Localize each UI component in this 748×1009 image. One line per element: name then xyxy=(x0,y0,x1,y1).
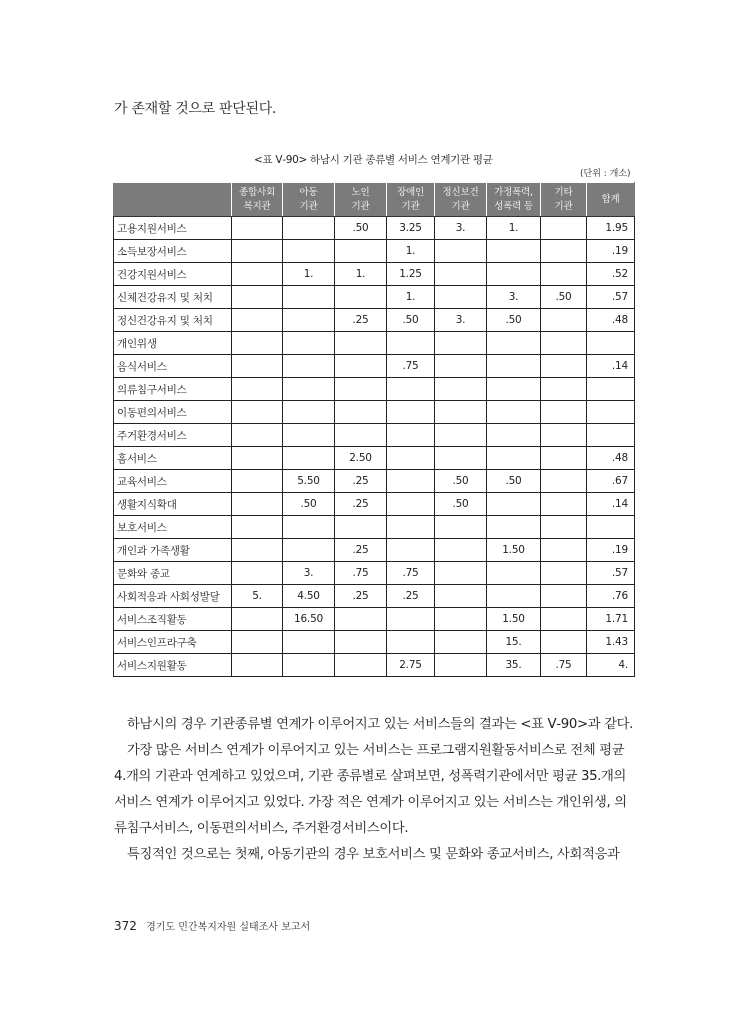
column-header xyxy=(335,183,387,217)
column-header-line1: 정신보건 xyxy=(442,186,479,198)
table-cell xyxy=(435,585,487,608)
row-total: .52 xyxy=(587,263,635,286)
table-cell: .50 xyxy=(435,470,487,493)
table-cell: .50 xyxy=(487,470,541,493)
row-label: 서비스조직활동 xyxy=(114,608,232,631)
row-label: 사회적응과 사회성발달 xyxy=(114,585,232,608)
row-total: .14 xyxy=(587,493,635,516)
table-cell xyxy=(541,585,587,608)
page-number: 372 xyxy=(114,919,137,933)
report-title: 경기도 민간복지자원 실태조사 보고서 xyxy=(146,922,311,933)
table-row xyxy=(114,217,635,240)
table-cell: .50 xyxy=(487,309,541,332)
table-cell xyxy=(435,654,487,677)
table-row xyxy=(114,378,635,401)
table-cell: 3. xyxy=(283,562,335,585)
table-cell xyxy=(387,378,435,401)
table-cell: 1.50 xyxy=(487,539,541,562)
row-label: 문화와 종교 xyxy=(114,562,232,585)
table-cell: 3. xyxy=(435,217,487,240)
table-cell xyxy=(232,309,283,332)
table-cell: .25 xyxy=(387,585,435,608)
row-label: 의류침구서비스 xyxy=(114,378,232,401)
table-cell xyxy=(487,493,541,516)
column-header-line2: 기관 xyxy=(451,200,470,212)
table-cell: 3.25 xyxy=(387,217,435,240)
column-header-line1: 노인 xyxy=(351,186,370,198)
table-cell xyxy=(283,240,335,263)
table-cell xyxy=(283,516,335,539)
table-cell xyxy=(541,539,587,562)
column-header xyxy=(114,183,232,217)
table-cell xyxy=(232,286,283,309)
table-cell xyxy=(283,217,335,240)
table-cell xyxy=(387,539,435,562)
table-cell xyxy=(232,654,283,677)
table-cell xyxy=(232,401,283,424)
table-cell xyxy=(487,263,541,286)
table-cell xyxy=(283,286,335,309)
table-cell xyxy=(487,401,541,424)
table-caption: <표 Ⅴ-90> 하남시 기관 종류별 서비스 연계기관 평균 xyxy=(254,154,493,166)
table-cell xyxy=(435,539,487,562)
table-cell xyxy=(541,447,587,470)
row-total: .48 xyxy=(587,309,635,332)
row-label: 이동편의서비스 xyxy=(114,401,232,424)
column-header-line1: 합계 xyxy=(601,193,620,205)
table-cell xyxy=(335,424,387,447)
table-cell xyxy=(435,263,487,286)
table-cell: .25 xyxy=(335,493,387,516)
table-cell xyxy=(435,355,487,378)
table-cell: .25 xyxy=(335,585,387,608)
table-row xyxy=(114,355,635,378)
paragraph-line: 특징적인 것으로는 첫째, 아동기관의 경우 보호서비스 및 문화와 종교서비스, 사회적응과 xyxy=(127,847,620,862)
row-label: 소득보장서비스 xyxy=(114,240,232,263)
table-cell xyxy=(283,309,335,332)
column-header-line1: 아동 xyxy=(299,186,318,198)
table-cell xyxy=(232,355,283,378)
table-cell xyxy=(487,562,541,585)
table-cell xyxy=(283,401,335,424)
table-cell xyxy=(487,332,541,355)
table-cell xyxy=(283,424,335,447)
table-cell xyxy=(487,447,541,470)
table-cell xyxy=(387,332,435,355)
column-header xyxy=(232,183,283,217)
table-cell xyxy=(541,470,587,493)
table-cell: 1. xyxy=(335,263,387,286)
row-total xyxy=(587,401,635,424)
table-cell xyxy=(283,378,335,401)
table-row xyxy=(114,470,635,493)
table-cell xyxy=(283,539,335,562)
column-header xyxy=(435,183,487,217)
table-cell: 15. xyxy=(487,631,541,654)
table-cell xyxy=(541,332,587,355)
row-total: 1.95 xyxy=(587,217,635,240)
table-cell: 16.50 xyxy=(283,608,335,631)
row-total: .48 xyxy=(587,447,635,470)
table-cell xyxy=(435,401,487,424)
table-cell xyxy=(541,401,587,424)
table-cell: .75 xyxy=(387,355,435,378)
table-cell: 4.50 xyxy=(283,585,335,608)
table-row xyxy=(114,608,635,631)
table-cell xyxy=(541,355,587,378)
paragraph-line: 서비스 연계가 이루어지고 있었다. 가장 적은 연계가 이루어지고 있는 서비스는 개인위생, 의 xyxy=(114,795,627,810)
table-cell: 1. xyxy=(387,286,435,309)
column-header-line2: 기관 xyxy=(351,200,370,212)
table-row xyxy=(114,447,635,470)
column-header-line2: 복지관 xyxy=(243,200,271,212)
table-row xyxy=(114,332,635,355)
table-cell: 1.25 xyxy=(387,263,435,286)
table-row xyxy=(114,493,635,516)
table-cell xyxy=(387,470,435,493)
table-cell: 2.50 xyxy=(335,447,387,470)
table-unit: (단위 : 개소) xyxy=(580,169,631,179)
table-cell: 5. xyxy=(232,585,283,608)
table-cell: 1. xyxy=(387,240,435,263)
table-row xyxy=(114,263,635,286)
table-body xyxy=(114,217,635,677)
table-cell: .75 xyxy=(541,654,587,677)
table-cell: 3. xyxy=(487,286,541,309)
row-total: 4. xyxy=(587,654,635,677)
table-cell: .50 xyxy=(387,309,435,332)
row-label: 건강지원서비스 xyxy=(114,263,232,286)
table-cell xyxy=(435,447,487,470)
column-header-line2: 기관 xyxy=(401,200,420,212)
table-cell xyxy=(387,424,435,447)
table-cell xyxy=(487,585,541,608)
table-cell xyxy=(232,493,283,516)
table-cell xyxy=(541,424,587,447)
table-cell xyxy=(232,562,283,585)
row-total: .14 xyxy=(587,355,635,378)
table-cell xyxy=(335,516,387,539)
column-header-line2: 기관 xyxy=(554,200,573,212)
table-row xyxy=(114,631,635,654)
table-cell xyxy=(232,332,283,355)
row-label: 교육서비스 xyxy=(114,470,232,493)
table-cell xyxy=(335,378,387,401)
row-total: 1.43 xyxy=(587,631,635,654)
row-label: 서비스인프라구축 xyxy=(114,631,232,654)
table-row xyxy=(114,539,635,562)
column-header-line1: 장애인 xyxy=(397,186,424,198)
table-cell xyxy=(283,332,335,355)
row-label: 신체건강유지 및 처치 xyxy=(114,286,232,309)
table-cell xyxy=(232,470,283,493)
table-cell xyxy=(387,401,435,424)
body-text xyxy=(114,712,636,868)
paragraph-line: 하남시의 경우 기관종류별 연계가 이루어지고 있는 서비스들의 결과는 <표 Ⅴ-90>과 같다. xyxy=(127,717,633,732)
table-cell: 5.50 xyxy=(283,470,335,493)
table-row xyxy=(114,401,635,424)
row-total: .76 xyxy=(587,585,635,608)
table-cell xyxy=(335,401,387,424)
row-label: 서비스지원활동 xyxy=(114,654,232,677)
table-cell xyxy=(335,608,387,631)
column-header xyxy=(541,183,587,217)
row-total: .19 xyxy=(587,539,635,562)
table-cell: .50 xyxy=(283,493,335,516)
column-header xyxy=(387,183,435,217)
table-row xyxy=(114,516,635,539)
column-header-line2: 성폭력 등 xyxy=(494,200,533,212)
table-cell xyxy=(541,378,587,401)
table-cell xyxy=(435,378,487,401)
row-total xyxy=(587,424,635,447)
table-cell xyxy=(387,631,435,654)
table-cell: 2.75 xyxy=(387,654,435,677)
column-header xyxy=(487,183,541,217)
table-cell xyxy=(335,355,387,378)
row-total: .19 xyxy=(587,240,635,263)
row-total: .57 xyxy=(587,562,635,585)
table-cell xyxy=(232,447,283,470)
table-cell xyxy=(387,516,435,539)
row-label: 주거환경서비스 xyxy=(114,424,232,447)
table-cell xyxy=(487,424,541,447)
row-label: 정신건강유지 및 처치 xyxy=(114,309,232,332)
table-cell xyxy=(435,286,487,309)
table-cell xyxy=(541,217,587,240)
table-cell xyxy=(541,516,587,539)
table-cell: 1. xyxy=(283,263,335,286)
table-cell xyxy=(283,355,335,378)
table-cell xyxy=(283,654,335,677)
row-label: 보호서비스 xyxy=(114,516,232,539)
table-cell: .50 xyxy=(435,493,487,516)
row-label: 고용지원서비스 xyxy=(114,217,232,240)
table-cell xyxy=(335,332,387,355)
table-cell xyxy=(541,493,587,516)
column-header-line1: 종합사회 xyxy=(239,186,275,198)
table-cell xyxy=(232,424,283,447)
table-cell xyxy=(435,424,487,447)
table-cell: .50 xyxy=(335,217,387,240)
table-cell xyxy=(232,240,283,263)
table-cell: 1. xyxy=(487,217,541,240)
table-cell xyxy=(541,562,587,585)
table-cell xyxy=(435,332,487,355)
table-cell: .75 xyxy=(387,562,435,585)
table-cell xyxy=(435,516,487,539)
table-cell: 1.50 xyxy=(487,608,541,631)
table-cell xyxy=(232,217,283,240)
table-cell xyxy=(387,608,435,631)
table-cell: .25 xyxy=(335,309,387,332)
table-cell xyxy=(387,493,435,516)
table-row xyxy=(114,240,635,263)
column-header-line2: 기관 xyxy=(299,200,318,212)
table-cell xyxy=(541,631,587,654)
table-cell xyxy=(541,240,587,263)
row-label: 음식서비스 xyxy=(114,355,232,378)
row-label: 개인과 가족생활 xyxy=(114,539,232,562)
row-total: .67 xyxy=(587,470,635,493)
table-header-row xyxy=(114,183,635,217)
table-row xyxy=(114,424,635,447)
page-footer xyxy=(114,918,310,933)
column-header xyxy=(587,183,635,217)
table-cell xyxy=(232,631,283,654)
table-cell xyxy=(232,516,283,539)
table-cell xyxy=(541,263,587,286)
table-cell xyxy=(487,240,541,263)
paragraph-line: 류침구서비스, 이동편의서비스, 주거환경서비스이다. xyxy=(114,821,409,836)
paragraph-line: 가장 많은 서비스 연계가 이루어지고 있는 서비스는 프로그램지원활동서비스로 전체 평균 xyxy=(127,743,625,758)
table-row xyxy=(114,585,635,608)
table-cell: .50 xyxy=(541,286,587,309)
service-linkage-table xyxy=(113,182,635,677)
table-cell xyxy=(435,608,487,631)
table-cell xyxy=(232,378,283,401)
table-cell xyxy=(232,608,283,631)
row-total xyxy=(587,378,635,401)
table-cell: .25 xyxy=(335,539,387,562)
table-cell: .75 xyxy=(335,562,387,585)
table-cell xyxy=(435,631,487,654)
table-cell: 35. xyxy=(487,654,541,677)
paragraph-line: 4.개의 기관과 연계하고 있었으며, 기관 종류별로 살펴보면, 성폭력기관에서만 평균 35.개의 xyxy=(114,769,627,784)
row-label: 생활지식확대 xyxy=(114,493,232,516)
table-cell xyxy=(335,286,387,309)
table-cell xyxy=(335,631,387,654)
table-cell: 3. xyxy=(435,309,487,332)
table-cell xyxy=(541,309,587,332)
row-total xyxy=(587,516,635,539)
intro-line: 가 존재할 것으로 판단된다. xyxy=(114,101,277,117)
row-total xyxy=(587,332,635,355)
table-cell xyxy=(487,355,541,378)
row-label: 홈서비스 xyxy=(114,447,232,470)
row-label: 개인위생 xyxy=(114,332,232,355)
table-cell xyxy=(283,631,335,654)
table-cell xyxy=(283,447,335,470)
row-total: .57 xyxy=(587,286,635,309)
table-cell xyxy=(387,447,435,470)
column-header-line1: 기타 xyxy=(554,186,573,198)
table-row xyxy=(114,286,635,309)
table-cell: .25 xyxy=(335,470,387,493)
column-header xyxy=(283,183,335,217)
column-header-line1: 가정폭력, xyxy=(494,186,533,198)
table-cell xyxy=(435,562,487,585)
table-cell xyxy=(335,240,387,263)
table-cell xyxy=(487,378,541,401)
row-total: 1.71 xyxy=(587,608,635,631)
table-row xyxy=(114,562,635,585)
table-row xyxy=(114,309,635,332)
table-cell xyxy=(335,654,387,677)
table-cell xyxy=(232,263,283,286)
table-cell xyxy=(435,240,487,263)
table-cell xyxy=(487,516,541,539)
table-row xyxy=(114,654,635,677)
table-cell xyxy=(541,608,587,631)
table-cell xyxy=(232,539,283,562)
